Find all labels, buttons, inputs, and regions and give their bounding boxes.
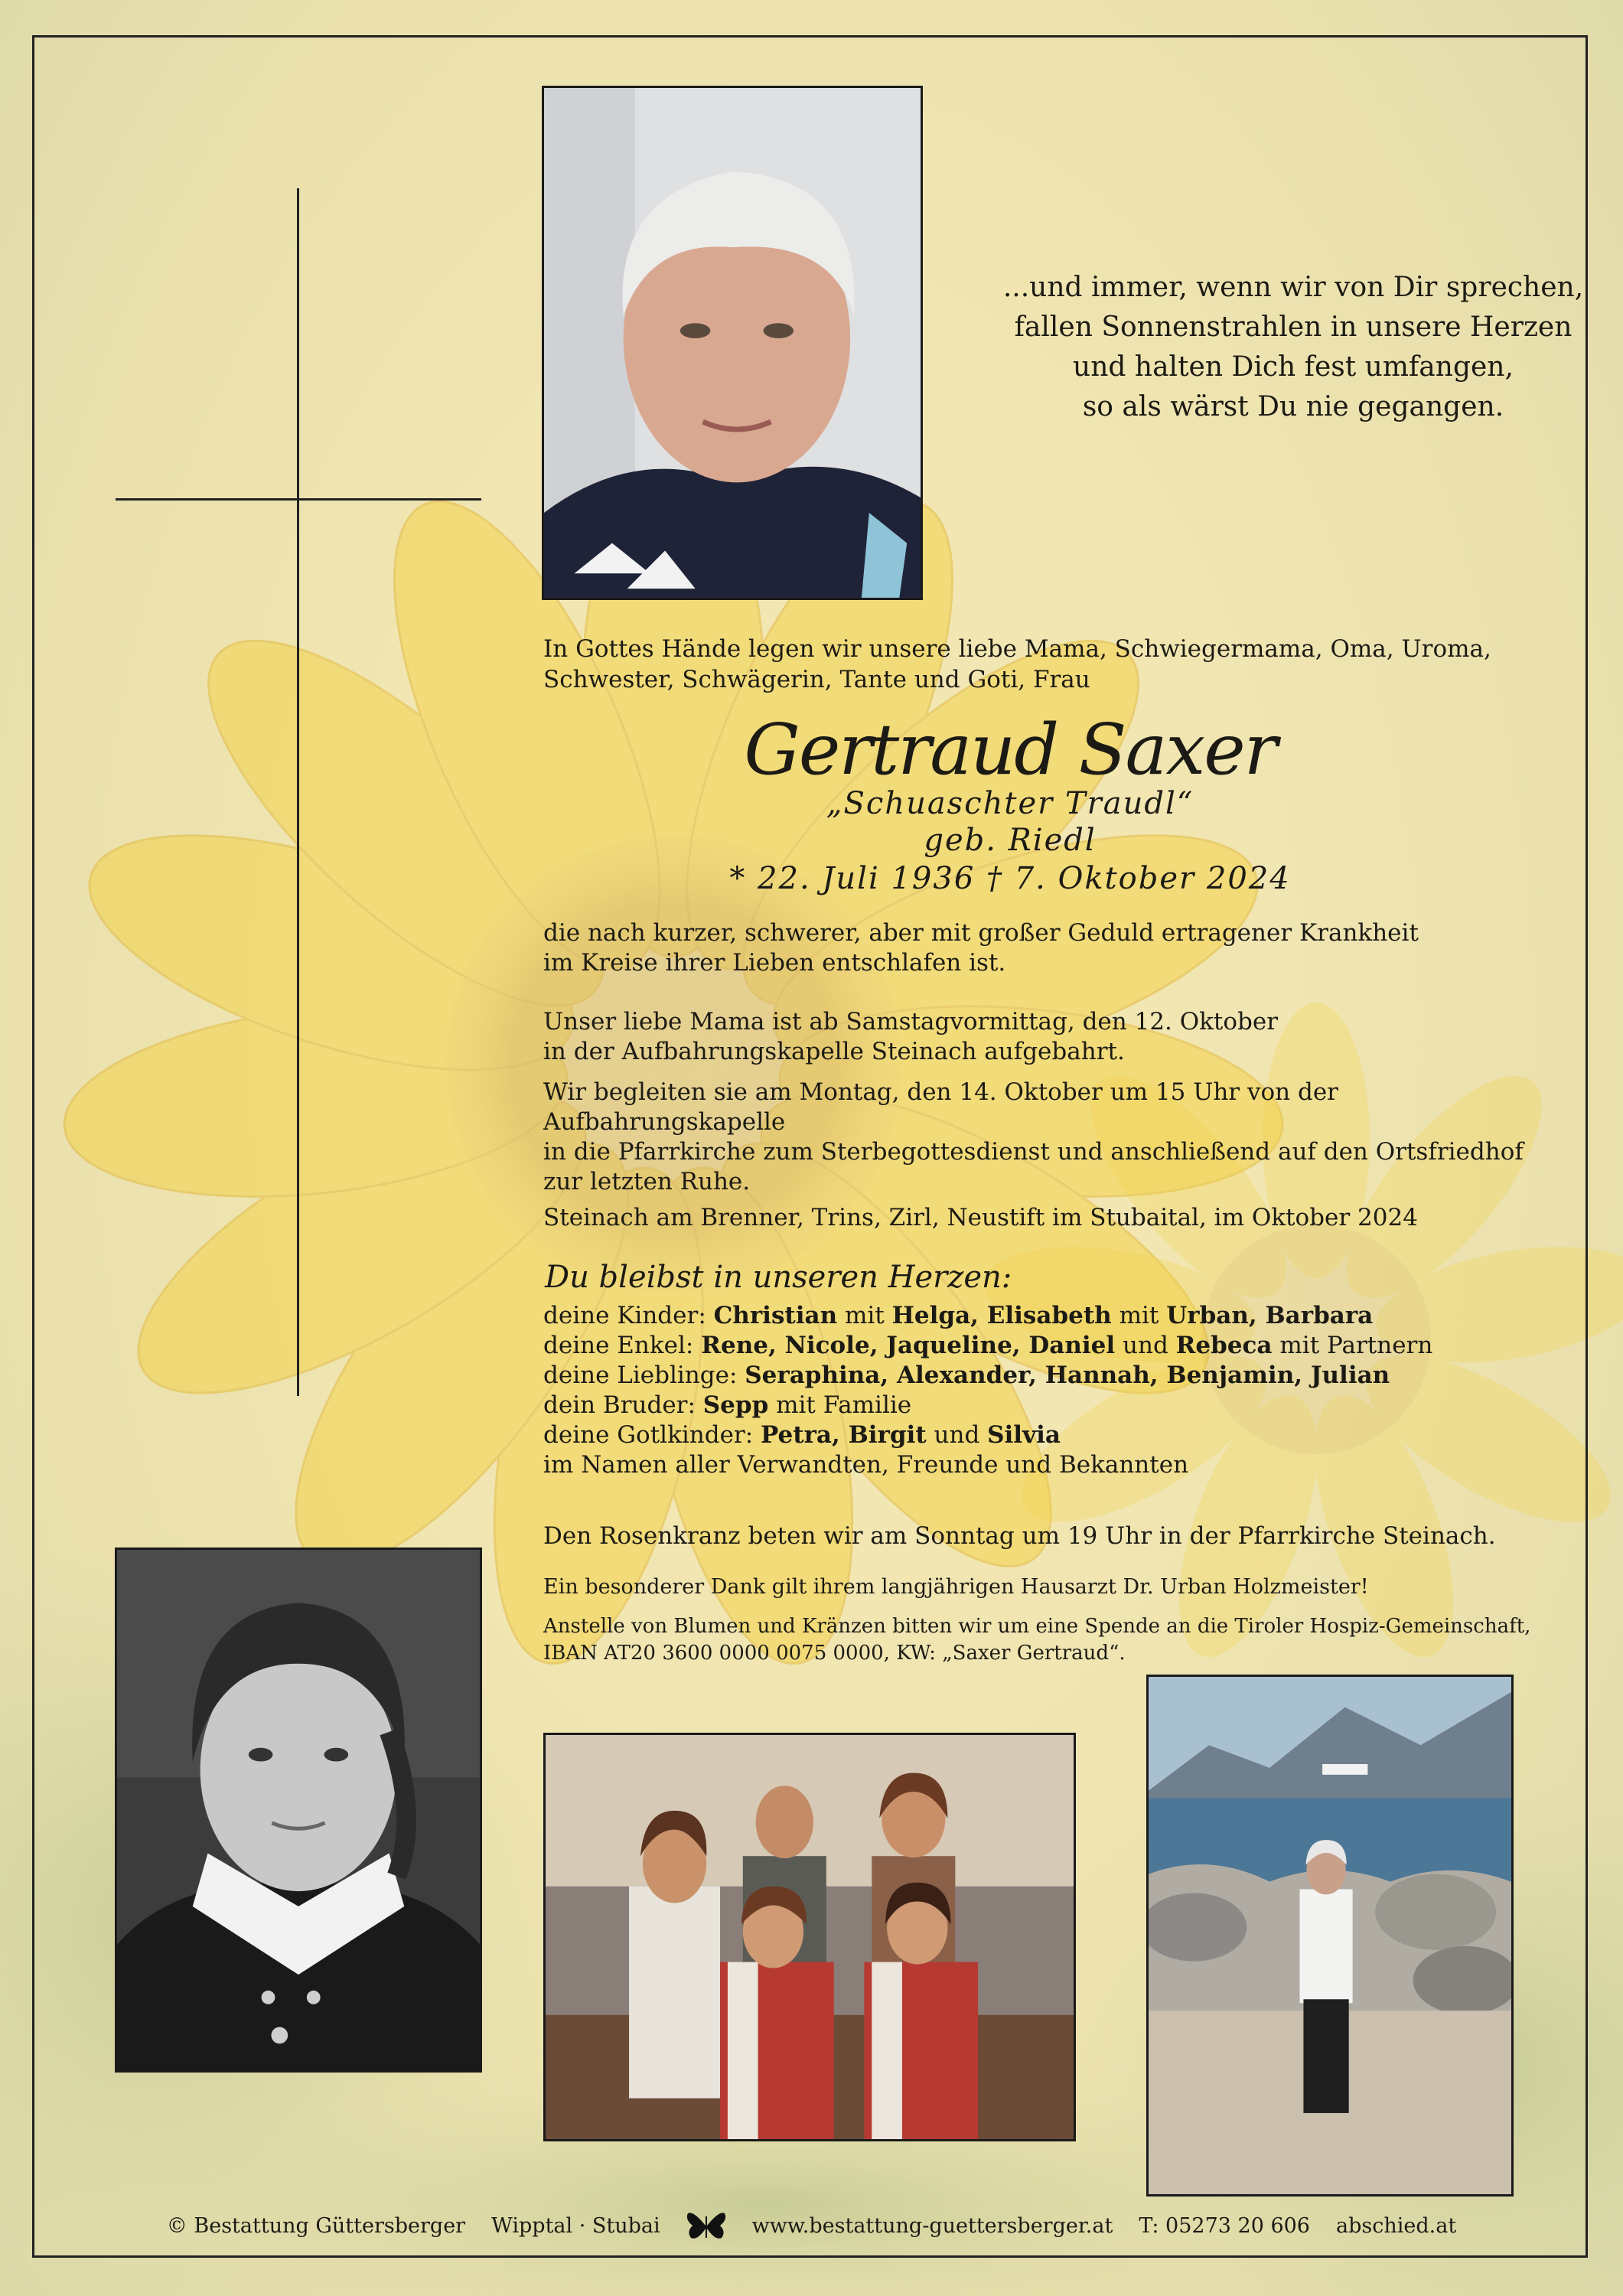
- thanks-text: Ein besonderer Dank gilt ihrem langjährigen Hausarzt Dr. Urban Holzmeister!: [543, 1575, 1369, 1599]
- deceased-dates: * 22. Juli 1936 † 7. Oktober 2024: [729, 861, 1291, 896]
- footer-website-link[interactable]: www.bestattung-guettersberger.at: [751, 2213, 1113, 2238]
- butterfly-icon: [686, 2209, 727, 2242]
- poem-line: so als wärst Du nie gegangen.: [1082, 391, 1504, 422]
- rosary-text: Den Rosenkranz beten wir am Sonntag um 19 Uhr in der Pfarrkirche Steinach.: [543, 1522, 1496, 1550]
- funeral-line: zur letzten Ruhe.: [543, 1168, 751, 1195]
- cross-vertical-bar: [297, 188, 299, 1396]
- footer-copyright: © Bestattung Güttersberger: [166, 2213, 466, 2238]
- passing-line: die nach kurzer, schwerer, aber mit großer Geduld ertragener Krankheit: [543, 919, 1419, 947]
- passing-text: [543, 918, 1553, 978]
- cross-horizontal-bar: [116, 498, 481, 501]
- deceased-nickname: „Schuaschter Traudl“: [826, 786, 1194, 821]
- family-gotlkinder: deine Gotlkinder: Petra, Birgit und Silvia: [543, 1421, 1061, 1449]
- donation-line: Anstelle von Blumen und Kränzen bitten wir um eine Spende an die Tiroler Hospiz-Gemeinschaft,: [543, 1615, 1531, 1638]
- intro-line: In Gottes Hände legen wir unsere liebe Mama, Schwiegermama, Oma, Uroma,: [543, 635, 1491, 663]
- footer-phone: T: 05273 20 606: [1139, 2213, 1310, 2238]
- childhood-photo: [115, 1548, 482, 2073]
- family-others: im Namen aller Verwandten, Freunde und Bekannten: [543, 1451, 1189, 1479]
- viewing-line: Unser liebe Mama ist ab Samstagvormittag, den 12. Oktober: [543, 1008, 1279, 1035]
- family-enkel: deine Enkel: Rene, Nicole, Jaqueline, Daniel und Rebeca mit Partnern: [543, 1332, 1433, 1359]
- funeral-line: Wir begleiten sie am Montag, den 14. Oktober um 15 Uhr von der Aufbahrungskapelle: [543, 1078, 1338, 1136]
- poem-line: und halten Dich fest umfangen,: [1073, 351, 1514, 383]
- deceased-name: Gertraud Saxer: [744, 709, 1276, 791]
- footer-region: Wipptal · Stubai: [491, 2213, 660, 2238]
- family-kinder: deine Kinder: Christian mit Helga, Elisabeth mit Urban, Barbara: [543, 1302, 1374, 1329]
- poem-line: fallen Sonnenstrahlen in unsere Herzen: [1014, 311, 1572, 343]
- funeral-text: [543, 1078, 1553, 1197]
- viewing-line: in der Aufbahrungskapelle Steinach aufgebahrt.: [543, 1038, 1125, 1065]
- poem-line: ...und immer, wenn wir von Dir sprechen,: [1002, 272, 1584, 303]
- family-lieblinge: deine Lieblinge: Seraphina, Alexander, Hannah, Benjamin, Julian: [543, 1362, 1390, 1389]
- family-group-photo: [543, 1733, 1076, 2141]
- places-date: Steinach am Brenner, Trins, Zirl, Neustift im Stubaital, im Oktober 2024: [543, 1204, 1418, 1231]
- intro-text: [543, 634, 1530, 695]
- footer: [0, 2204, 1623, 2247]
- family-bruder: dein Bruder: Sepp mit Familie: [543, 1391, 912, 1419]
- donation-line: IBAN AT20 3600 0000 0075 0000, KW: „Saxer Gertraud“.: [543, 1642, 1126, 1665]
- deceased-birth-name: geb. Riedl: [924, 823, 1097, 858]
- footer-abschied-link[interactable]: abschied.at: [1336, 2213, 1457, 2238]
- poem: [964, 268, 1622, 427]
- portrait-photo: [542, 86, 923, 600]
- donation-text: [543, 1613, 1553, 1667]
- heart-title: Du bleibst in unseren Herzen:: [545, 1260, 1012, 1295]
- lake-photo: [1146, 1675, 1514, 2197]
- passing-line: im Kreise ihrer Lieben entschlafen ist.: [543, 949, 1006, 977]
- funeral-line: in die Pfarrkirche zum Sterbegottesdienst und anschließend auf den Ortsfriedhof: [543, 1138, 1524, 1166]
- intro-line: Schwester, Schwägerin, Tante und Goti, Frau: [543, 666, 1090, 693]
- family-list: [543, 1301, 1553, 1480]
- viewing-text: [543, 1007, 1553, 1067]
